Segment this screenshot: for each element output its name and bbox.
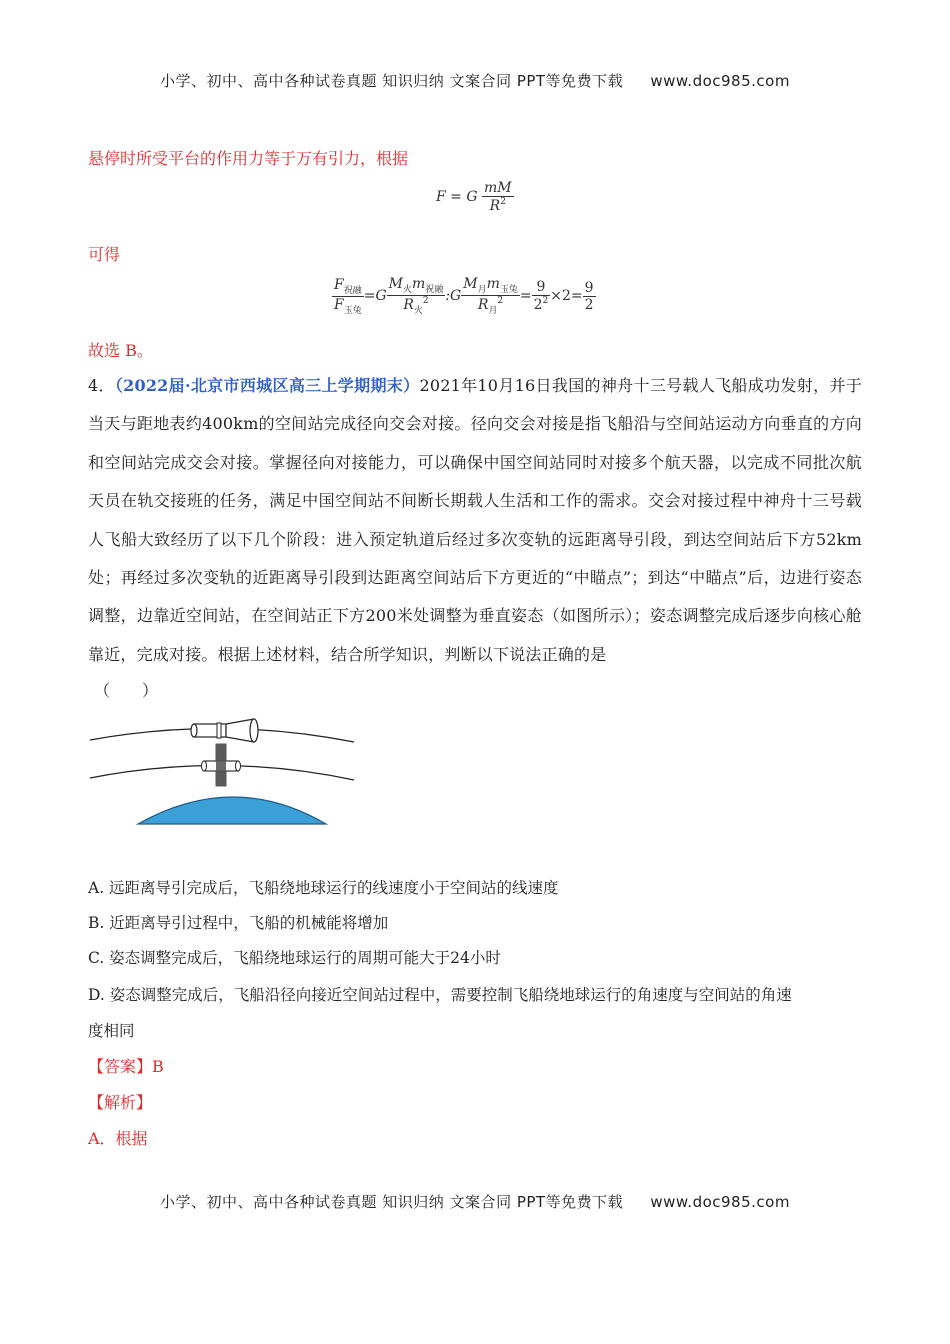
f2-moon-den [461, 296, 520, 316]
formula1-num: mM [483, 180, 512, 196]
f2-M2: M [463, 276, 478, 292]
analysis-line: 【解析】 [88, 1093, 153, 1112]
f2-result-den: 2 [584, 296, 594, 313]
f2-m2: m [486, 276, 500, 292]
question-4 [88, 367, 862, 674]
formula1-den [482, 197, 514, 214]
question-blank: （ ） [94, 681, 159, 700]
f2-result [583, 280, 596, 313]
f2-R1: R [403, 297, 414, 313]
f2-two: 2 [533, 297, 543, 313]
question-body: 2021年10月16日我国的神舟十三号载人飞船成功发射，并于当天与距地表约400km的空间站完成径向交会对接。径向交会对接是指飞船沿与空间站运动方向垂直的方向和空间站完成交会对接。掌握径向对接能力，可以确保中国空间站同时对接多个航天器，以完成不同批次航天员在轨交接班的任务，满足中国空间站不间断长期载人生活和工作的需求。交会对接过程中神舟十三号载人飞船大致经历了以下几个阶段：进入预定轨道后经过多次变轨的远距离导引段，到达空间站后下方52km处；再经过多次变轨的近距离导引段到达距离空间站后下方更近的“中瞄点”；到达“中瞄点”后，边进行姿态调整，边靠近空间站，在空间站正下方200米处调整为垂直姿态（如图所示）；姿态调整完成后逐步向核心舱靠近，完成对接。根据上述材料，结合所学知识，判断以下说法正确的是 [88, 376, 862, 664]
f2-m1: m [412, 276, 426, 292]
f2-mars-num [387, 276, 446, 296]
f2-mars-den [387, 296, 446, 316]
f2-R2-sub: 月 [488, 306, 498, 316]
conclusion-line: 故选 B。 [88, 341, 153, 360]
f2-lhs-den [332, 297, 364, 316]
f2-two-sq [532, 296, 551, 313]
option-a: A. 远距离导引完成后，飞船绕地球运行的线速度小于空间站的线速度 [88, 879, 559, 897]
formula1-lhs: F = G [436, 189, 478, 205]
f2-F2: F [334, 296, 344, 313]
footer-site: www.doc985.com [650, 1193, 790, 1211]
f2-M1-sub: 火 [403, 285, 413, 295]
formula1-den-r: R [489, 198, 501, 214]
page-header [0, 70, 950, 91]
f2-nine-half [532, 279, 551, 313]
f2-eq2: = [519, 288, 532, 304]
f2-m1-sub: 祝融 [425, 285, 444, 295]
f2-result-num: 9 [584, 279, 594, 296]
docking-figure [84, 712, 364, 832]
f2-R2-sq: 2 [497, 296, 504, 306]
header-site: www.doc985.com [650, 72, 790, 90]
f2-M1: M [388, 276, 403, 292]
header-text: 小学、初中、高中各种试卷真题 知识归纳 文案合同 PPT等免费下载 [160, 72, 624, 90]
question-number: 4． [88, 376, 115, 395]
intro-line: 悬停时所受平台的作用力等于万有引力，根据 [88, 149, 409, 168]
option-b: B. 近距离导引过程中，飞船的机械能将增加 [88, 914, 389, 932]
spacecraft-icon [202, 744, 241, 786]
option-d-line2: 度相同 [88, 1022, 135, 1040]
f2-R1-sub: 火 [413, 306, 423, 316]
answer-line: 【答案】B [88, 1057, 164, 1076]
ke-de-line: 可得 [88, 245, 121, 264]
f2-F2-sub: 玉兔 [343, 305, 362, 316]
f2-times: ×2= [550, 288, 583, 304]
space-station-icon [191, 719, 258, 742]
question-source: （2022届·北京市西城区高三上学期期末） [114, 376, 420, 395]
f2-m2-sub: 玉兔 [499, 285, 518, 295]
page-footer [0, 1191, 950, 1212]
f2-mars-fraction [387, 276, 446, 316]
f2-eq: =G [363, 288, 387, 304]
f2-moon-num [461, 276, 520, 296]
f2-sep: :G [445, 288, 462, 304]
formula1-fraction [482, 180, 514, 214]
f2-lhs-fraction [332, 277, 364, 316]
f2-F1: F [334, 276, 344, 293]
f2-moon-fraction [461, 276, 520, 316]
f2-lhs-num [332, 277, 364, 297]
f2-nine: 9 [532, 279, 551, 296]
f2-M2-sub: 月 [477, 285, 487, 295]
earth-surface [138, 797, 326, 824]
f2-R2: R [477, 297, 489, 313]
f2-F1-sub: 祝融 [343, 285, 362, 296]
f2-two-sup: 2 [542, 296, 549, 306]
analysis-a-line: A．根据 [88, 1129, 148, 1148]
option-d-line1: D. 姿态调整完成后，飞船沿径向接近空间站过程中，需要控制飞船绕地球运行的角速度与空间站的角速 [88, 986, 792, 1004]
formula-ratio [332, 276, 596, 316]
formula1-den-sup: 2 [500, 197, 506, 207]
footer-text: 小学、初中、高中各种试卷真题 知识归纳 文案合同 PPT等免费下载 [160, 1193, 624, 1211]
formula-gravity [436, 180, 514, 214]
f2-R1-sq: 2 [422, 296, 429, 306]
option-c: C. 姿态调整完成后，飞船绕地球运行的周期可能大于24小时 [88, 949, 501, 967]
